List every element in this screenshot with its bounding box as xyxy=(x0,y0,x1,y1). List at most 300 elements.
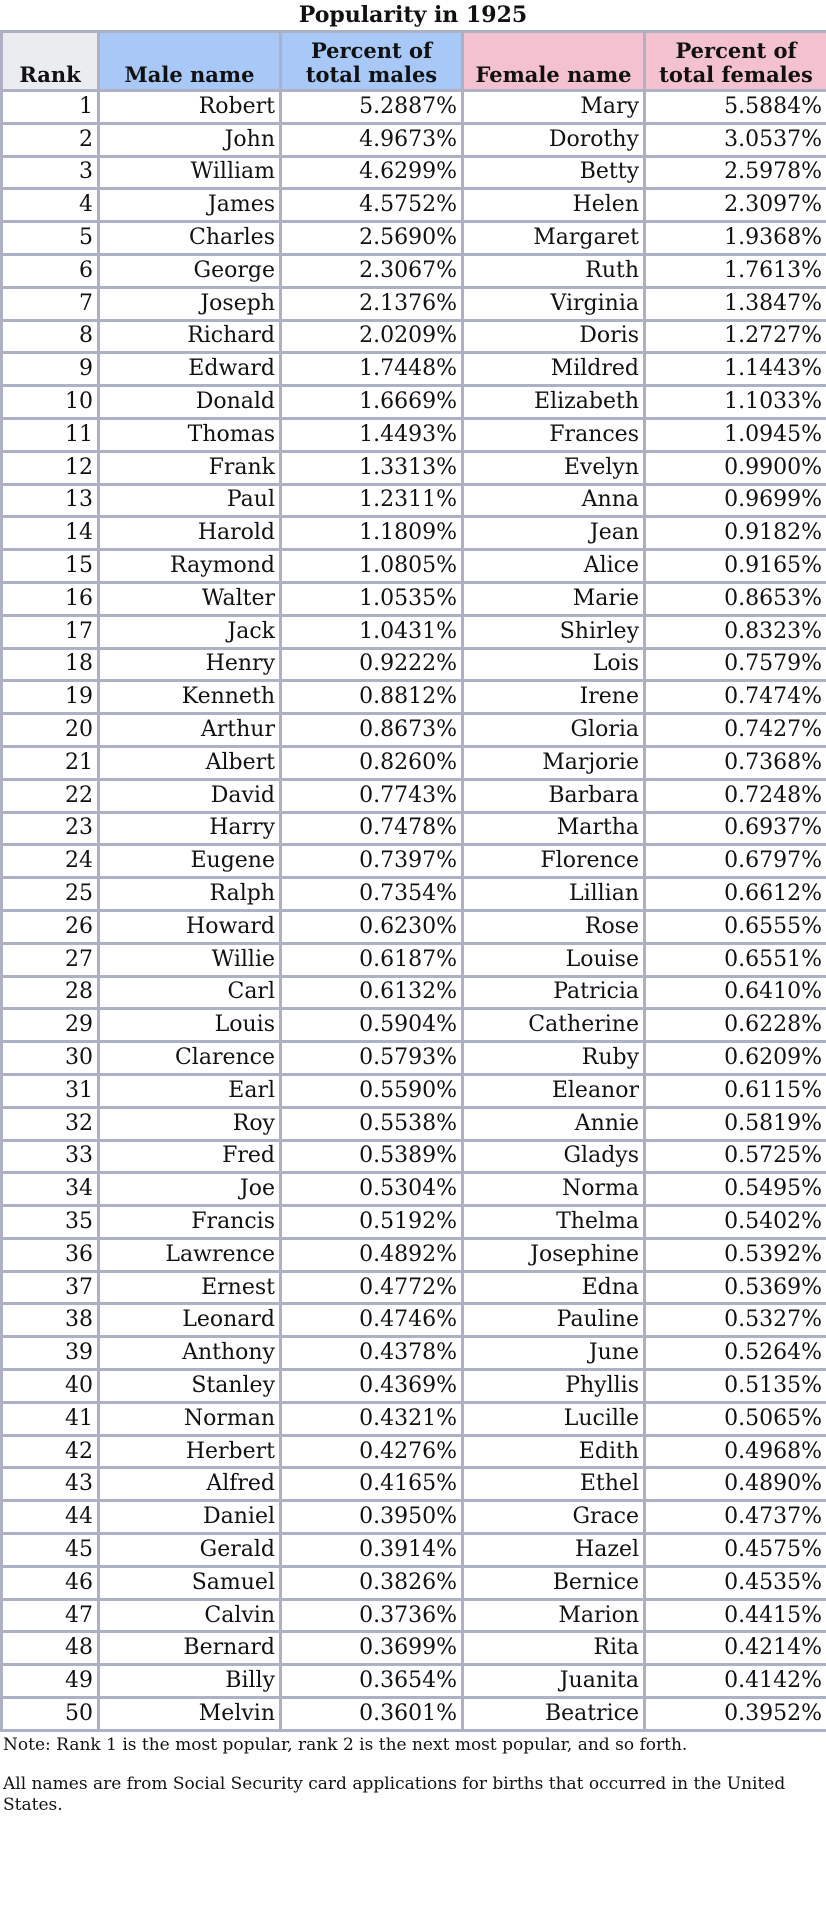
female-percent-header[interactable]: Percent of total females xyxy=(645,32,826,91)
rank-cell: 23 xyxy=(2,812,99,845)
female-percent-cell: 0.8653% xyxy=(645,582,826,615)
female-percent-cell: 0.7474% xyxy=(645,681,826,714)
table-row xyxy=(2,1402,826,1435)
male-name-cell: Melvin xyxy=(99,1698,281,1731)
male-name-cell: Billy xyxy=(99,1665,281,1698)
male-name-cell: Frank xyxy=(99,451,281,484)
female-percent-cell: 0.9900% xyxy=(645,451,826,484)
female-percent-cell: 0.7368% xyxy=(645,746,826,779)
male-name-cell: Samuel xyxy=(99,1566,281,1599)
female-name-cell: Jean xyxy=(463,517,645,550)
female-name-cell: Margaret xyxy=(463,222,645,255)
table-row xyxy=(2,1632,826,1665)
male-name-cell: Arthur xyxy=(99,714,281,747)
male-percent-cell: 0.4892% xyxy=(281,1238,463,1271)
rank-cell: 47 xyxy=(2,1599,99,1632)
female-percent-cell: 0.4737% xyxy=(645,1501,826,1534)
male-percent-cell: 4.6299% xyxy=(281,156,463,189)
female-name-cell: Bernice xyxy=(463,1566,645,1599)
male-percent-cell: 2.1376% xyxy=(281,287,463,320)
rank-cell: 12 xyxy=(2,451,99,484)
rank-cell: 7 xyxy=(2,287,99,320)
male-name-cell: James xyxy=(99,189,281,222)
table-row xyxy=(2,976,826,1009)
rank-cell: 50 xyxy=(2,1698,99,1731)
male-name-cell: Gerald xyxy=(99,1534,281,1567)
male-percent-cell: 4.9673% xyxy=(281,123,463,156)
female-name-cell: Catherine xyxy=(463,1009,645,1042)
female-percent-cell: 1.7613% xyxy=(645,254,826,287)
male-percent-cell: 0.4746% xyxy=(281,1304,463,1337)
male-percent-cell: 0.5304% xyxy=(281,1173,463,1206)
female-name-cell: Lillian xyxy=(463,878,645,911)
female-percent-cell: 0.7248% xyxy=(645,779,826,812)
male-percent-cell: 1.7448% xyxy=(281,353,463,386)
rank-header[interactable]: Rank xyxy=(2,32,99,91)
table-row xyxy=(2,451,826,484)
male-name-cell: Bernard xyxy=(99,1632,281,1665)
male-percent-cell: 0.5389% xyxy=(281,1140,463,1173)
female-name-cell: Annie xyxy=(463,1107,645,1140)
female-percent-cell: 0.5392% xyxy=(645,1238,826,1271)
table-row xyxy=(2,714,826,747)
rank-cell: 25 xyxy=(2,878,99,911)
female-name-cell: Pauline xyxy=(463,1304,645,1337)
rank-cell: 9 xyxy=(2,353,99,386)
table-row xyxy=(2,1337,826,1370)
male-percent-cell: 0.7354% xyxy=(281,878,463,911)
male-name-cell: Richard xyxy=(99,320,281,353)
female-percent-cell: 0.4968% xyxy=(645,1435,826,1468)
male-percent-cell: 1.0805% xyxy=(281,550,463,583)
rank-cell: 36 xyxy=(2,1238,99,1271)
rank-cell: 39 xyxy=(2,1337,99,1370)
female-name-cell: Lois xyxy=(463,648,645,681)
rank-cell: 49 xyxy=(2,1665,99,1698)
male-percent-cell: 1.2311% xyxy=(281,484,463,517)
male-percent-cell: 0.3826% xyxy=(281,1566,463,1599)
female-name-cell: Alice xyxy=(463,550,645,583)
male-name-cell: Ernest xyxy=(99,1271,281,1304)
table-row xyxy=(2,1501,826,1534)
male-percent-cell: 0.4369% xyxy=(281,1370,463,1403)
rank-cell: 20 xyxy=(2,714,99,747)
rank-cell: 5 xyxy=(2,222,99,255)
male-name-cell: Harry xyxy=(99,812,281,845)
table-row xyxy=(2,1173,826,1206)
rank-cell: 19 xyxy=(2,681,99,714)
male-percent-cell: 0.4772% xyxy=(281,1271,463,1304)
table-row xyxy=(2,1140,826,1173)
female-name-cell: Florence xyxy=(463,845,645,878)
female-percent-cell: 1.2727% xyxy=(645,320,826,353)
female-name-cell: Edna xyxy=(463,1271,645,1304)
male-name-cell: Louis xyxy=(99,1009,281,1042)
rank-cell: 17 xyxy=(2,615,99,648)
rank-cell: 6 xyxy=(2,254,99,287)
male-percent-cell: 0.7478% xyxy=(281,812,463,845)
table-row xyxy=(2,484,826,517)
male-name-cell: Herbert xyxy=(99,1435,281,1468)
female-percent-cell: 0.7427% xyxy=(645,714,826,747)
table-row xyxy=(2,943,826,976)
rank-cell: 2 xyxy=(2,123,99,156)
table-row xyxy=(2,582,826,615)
rank-cell: 40 xyxy=(2,1370,99,1403)
male-percent-cell: 1.3313% xyxy=(281,451,463,484)
male-percent-cell: 0.3736% xyxy=(281,1599,463,1632)
female-percent-cell: 0.5264% xyxy=(645,1337,826,1370)
male-percent-cell: 0.7397% xyxy=(281,845,463,878)
table-row xyxy=(2,254,826,287)
rank-cell: 18 xyxy=(2,648,99,681)
rank-cell: 4 xyxy=(2,189,99,222)
male-percent-cell: 0.3950% xyxy=(281,1501,463,1534)
female-percent-cell: 0.8323% xyxy=(645,615,826,648)
table-row xyxy=(2,1599,826,1632)
female-percent-cell: 0.6937% xyxy=(645,812,826,845)
female-name-cell: Josephine xyxy=(463,1238,645,1271)
table-row xyxy=(2,1206,826,1239)
male-name-cell: Daniel xyxy=(99,1501,281,1534)
male-name-cell: Albert xyxy=(99,746,281,779)
names-table xyxy=(0,30,826,1732)
female-name-cell: Dorothy xyxy=(463,123,645,156)
male-percent-cell: 0.5590% xyxy=(281,1074,463,1107)
table-row xyxy=(2,1074,826,1107)
male-name-cell: Earl xyxy=(99,1074,281,1107)
table-row xyxy=(2,812,826,845)
female-percent-cell: 0.5369% xyxy=(645,1271,826,1304)
male-percent-cell: 0.8812% xyxy=(281,681,463,714)
rank-cell: 16 xyxy=(2,582,99,615)
male-percent-cell: 2.0209% xyxy=(281,320,463,353)
rank-cell: 3 xyxy=(2,156,99,189)
male-name-cell: Robert xyxy=(99,91,281,124)
female-name-cell: Mary xyxy=(463,91,645,124)
male-percent-cell: 0.3601% xyxy=(281,1698,463,1731)
male-name-cell: Kenneth xyxy=(99,681,281,714)
male-percent-cell: 5.2887% xyxy=(281,91,463,124)
rank-cell: 48 xyxy=(2,1632,99,1665)
rank-cell: 46 xyxy=(2,1566,99,1599)
table-row xyxy=(2,1534,826,1567)
male-percent-cell: 0.7743% xyxy=(281,779,463,812)
female-name-cell: Elizabeth xyxy=(463,386,645,419)
table-body xyxy=(2,91,826,1731)
male-percent-cell: 0.3654% xyxy=(281,1665,463,1698)
female-name-cell: Eleanor xyxy=(463,1074,645,1107)
rank-cell: 11 xyxy=(2,418,99,451)
female-name-cell: Doris xyxy=(463,320,645,353)
male-name-cell: Stanley xyxy=(99,1370,281,1403)
female-name-cell: Gloria xyxy=(463,714,645,747)
female-name-cell: Martha xyxy=(463,812,645,845)
female-name-cell: Grace xyxy=(463,1501,645,1534)
male-name-cell: Charles xyxy=(99,222,281,255)
table-row xyxy=(2,681,826,714)
male-percent-cell: 1.0535% xyxy=(281,582,463,615)
female-name-cell: Patricia xyxy=(463,976,645,1009)
female-percent-cell: 0.6551% xyxy=(645,943,826,976)
female-name-cell: Betty xyxy=(463,156,645,189)
rank-cell: 35 xyxy=(2,1206,99,1239)
male-percent-cell: 0.9222% xyxy=(281,648,463,681)
table-row xyxy=(2,1435,826,1468)
male-name-cell: Paul xyxy=(99,484,281,517)
source-note: All names are from Social Security card applications for births that occurred in the United States. xyxy=(3,1773,786,1815)
male-name-cell: David xyxy=(99,779,281,812)
female-name-cell: Marjorie xyxy=(463,746,645,779)
male-name-cell: Clarence xyxy=(99,1042,281,1075)
female-name-cell: Rita xyxy=(463,1632,645,1665)
male-percent-cell: 0.5192% xyxy=(281,1206,463,1239)
female-name-cell: Ruth xyxy=(463,254,645,287)
table-row xyxy=(2,189,826,222)
female-percent-cell: 0.4142% xyxy=(645,1665,826,1698)
female-percent-cell: 2.5978% xyxy=(645,156,826,189)
table-row xyxy=(2,1566,826,1599)
female-name-cell: Phyllis xyxy=(463,1370,645,1403)
male-percent-cell: 4.5752% xyxy=(281,189,463,222)
rank-cell: 32 xyxy=(2,1107,99,1140)
rank-cell: 43 xyxy=(2,1468,99,1501)
male-percent-cell: 0.3699% xyxy=(281,1632,463,1665)
male-percent-cell: 1.4493% xyxy=(281,418,463,451)
male-name-cell: William xyxy=(99,156,281,189)
male-percent-cell: 0.8673% xyxy=(281,714,463,747)
male-percent-cell: 0.3914% xyxy=(281,1534,463,1567)
female-name-cell: Ruby xyxy=(463,1042,645,1075)
male-percent-cell: 0.5793% xyxy=(281,1042,463,1075)
male-name-cell: Anthony xyxy=(99,1337,281,1370)
female-percent-cell: 0.5819% xyxy=(645,1107,826,1140)
male-name-cell: Fred xyxy=(99,1140,281,1173)
male-percent-cell: 0.6132% xyxy=(281,976,463,1009)
male-percent-header[interactable]: Percent of total males xyxy=(281,32,463,91)
table-row xyxy=(2,1271,826,1304)
female-percent-cell: 0.4535% xyxy=(645,1566,826,1599)
table-row xyxy=(2,287,826,320)
male-name-cell: John xyxy=(99,123,281,156)
male-name-cell: Roy xyxy=(99,1107,281,1140)
male-name-cell: George xyxy=(99,254,281,287)
table-row xyxy=(2,845,826,878)
female-percent-cell: 1.1443% xyxy=(645,353,826,386)
female-percent-cell: 2.3097% xyxy=(645,189,826,222)
female-percent-cell: 0.7579% xyxy=(645,648,826,681)
table-row xyxy=(2,550,826,583)
male-percent-cell: 1.6669% xyxy=(281,386,463,419)
male-name-cell: Jack xyxy=(99,615,281,648)
female-name-cell: Marion xyxy=(463,1599,645,1632)
female-percent-cell: 1.0945% xyxy=(645,418,826,451)
table-row xyxy=(2,1042,826,1075)
male-percent-cell: 1.0431% xyxy=(281,615,463,648)
male-name-cell: Eugene xyxy=(99,845,281,878)
rank-cell: 33 xyxy=(2,1140,99,1173)
female-percent-cell: 0.6555% xyxy=(645,910,826,943)
table-caption: Popularity in 1925 xyxy=(298,2,528,28)
male-name-cell: Harold xyxy=(99,517,281,550)
table-row xyxy=(2,123,826,156)
male-name-cell: Alfred xyxy=(99,1468,281,1501)
table-row xyxy=(2,648,826,681)
table-row xyxy=(2,1009,826,1042)
table-row xyxy=(2,386,826,419)
female-percent-cell: 0.5135% xyxy=(645,1370,826,1403)
female-percent-cell: 0.4575% xyxy=(645,1534,826,1567)
table-row xyxy=(2,746,826,779)
table-row xyxy=(2,91,826,124)
female-name-header[interactable]: Female name xyxy=(463,32,645,91)
rank-note: Note: Rank 1 is the most popular, rank 2 is the next most popular, and so forth. xyxy=(3,1734,688,1755)
table-row xyxy=(2,1107,826,1140)
male-percent-cell: 0.4276% xyxy=(281,1435,463,1468)
female-percent-cell: 3.0537% xyxy=(645,123,826,156)
male-name-cell: Norman xyxy=(99,1402,281,1435)
female-percent-cell: 0.6612% xyxy=(645,878,826,911)
female-percent-cell: 0.9165% xyxy=(645,550,826,583)
female-percent-cell: 0.5327% xyxy=(645,1304,826,1337)
table-row xyxy=(2,615,826,648)
table-row xyxy=(2,1468,826,1501)
rank-cell: 15 xyxy=(2,550,99,583)
table-row xyxy=(2,779,826,812)
male-percent-cell: 2.5690% xyxy=(281,222,463,255)
male-percent-cell: 0.8260% xyxy=(281,746,463,779)
female-percent-cell: 0.6228% xyxy=(645,1009,826,1042)
female-percent-cell: 5.5884% xyxy=(645,91,826,124)
female-name-cell: Shirley xyxy=(463,615,645,648)
male-name-header[interactable]: Male name xyxy=(99,32,281,91)
female-name-cell: Barbara xyxy=(463,779,645,812)
rank-cell: 41 xyxy=(2,1402,99,1435)
female-name-cell: Juanita xyxy=(463,1665,645,1698)
female-percent-cell: 0.4415% xyxy=(645,1599,826,1632)
male-name-cell: Raymond xyxy=(99,550,281,583)
table-row xyxy=(2,353,826,386)
female-percent-cell: 0.5402% xyxy=(645,1206,826,1239)
male-percent-cell: 0.4165% xyxy=(281,1468,463,1501)
female-name-cell: Irene xyxy=(463,681,645,714)
female-name-cell: Gladys xyxy=(463,1140,645,1173)
table-row xyxy=(2,878,826,911)
female-name-cell: June xyxy=(463,1337,645,1370)
table-row xyxy=(2,156,826,189)
table-row xyxy=(2,418,826,451)
table-row xyxy=(2,222,826,255)
female-name-cell: Mildred xyxy=(463,353,645,386)
rank-cell: 42 xyxy=(2,1435,99,1468)
female-percent-cell: 0.9699% xyxy=(645,484,826,517)
male-name-cell: Lawrence xyxy=(99,1238,281,1271)
male-percent-cell: 1.1809% xyxy=(281,517,463,550)
female-name-cell: Thelma xyxy=(463,1206,645,1239)
male-name-cell: Carl xyxy=(99,976,281,1009)
male-percent-cell: 0.6230% xyxy=(281,910,463,943)
female-name-cell: Frances xyxy=(463,418,645,451)
male-name-cell: Francis xyxy=(99,1206,281,1239)
rank-cell: 28 xyxy=(2,976,99,1009)
female-percent-cell: 0.6410% xyxy=(645,976,826,1009)
rank-cell: 27 xyxy=(2,943,99,976)
rank-cell: 29 xyxy=(2,1009,99,1042)
female-name-cell: Norma xyxy=(463,1173,645,1206)
table-row xyxy=(2,517,826,550)
female-percent-cell: 1.3847% xyxy=(645,287,826,320)
female-percent-cell: 0.5725% xyxy=(645,1140,826,1173)
rank-cell: 26 xyxy=(2,910,99,943)
female-name-cell: Virginia xyxy=(463,287,645,320)
header-row xyxy=(2,32,826,91)
rank-cell: 37 xyxy=(2,1271,99,1304)
rank-cell: 13 xyxy=(2,484,99,517)
rank-cell: 38 xyxy=(2,1304,99,1337)
rank-cell: 1 xyxy=(2,91,99,124)
female-percent-cell: 0.6115% xyxy=(645,1074,826,1107)
male-name-cell: Joe xyxy=(99,1173,281,1206)
male-name-cell: Walter xyxy=(99,582,281,615)
male-name-cell: Leonard xyxy=(99,1304,281,1337)
male-name-cell: Edward xyxy=(99,353,281,386)
rank-cell: 14 xyxy=(2,517,99,550)
female-percent-cell: 0.5495% xyxy=(645,1173,826,1206)
female-percent-cell: 0.9182% xyxy=(645,517,826,550)
female-name-cell: Ethel xyxy=(463,1468,645,1501)
male-name-cell: Ralph xyxy=(99,878,281,911)
female-percent-cell: 0.5065% xyxy=(645,1402,826,1435)
female-name-cell: Hazel xyxy=(463,1534,645,1567)
rank-cell: 31 xyxy=(2,1074,99,1107)
female-name-cell: Louise xyxy=(463,943,645,976)
male-percent-cell: 0.5904% xyxy=(281,1009,463,1042)
table-row xyxy=(2,1370,826,1403)
male-name-cell: Thomas xyxy=(99,418,281,451)
female-percent-cell: 0.6797% xyxy=(645,845,826,878)
female-percent-cell: 0.4214% xyxy=(645,1632,826,1665)
rank-cell: 21 xyxy=(2,746,99,779)
female-name-cell: Helen xyxy=(463,189,645,222)
male-name-cell: Willie xyxy=(99,943,281,976)
male-name-cell: Howard xyxy=(99,910,281,943)
female-percent-cell: 0.3952% xyxy=(645,1698,826,1731)
female-name-cell: Beatrice xyxy=(463,1698,645,1731)
female-name-cell: Evelyn xyxy=(463,451,645,484)
rank-cell: 44 xyxy=(2,1501,99,1534)
male-percent-cell: 0.4321% xyxy=(281,1402,463,1435)
table-row xyxy=(2,1698,826,1731)
female-name-cell: Edith xyxy=(463,1435,645,1468)
female-name-cell: Lucille xyxy=(463,1402,645,1435)
table-row xyxy=(2,1238,826,1271)
female-percent-cell: 1.9368% xyxy=(645,222,826,255)
rank-cell: 8 xyxy=(2,320,99,353)
table-row xyxy=(2,320,826,353)
rank-cell: 10 xyxy=(2,386,99,419)
female-percent-cell: 0.6209% xyxy=(645,1042,826,1075)
male-percent-cell: 2.3067% xyxy=(281,254,463,287)
rank-cell: 24 xyxy=(2,845,99,878)
male-name-cell: Henry xyxy=(99,648,281,681)
male-percent-cell: 0.4378% xyxy=(281,1337,463,1370)
rank-cell: 45 xyxy=(2,1534,99,1567)
male-percent-cell: 0.6187% xyxy=(281,943,463,976)
table-row xyxy=(2,1304,826,1337)
male-name-cell: Calvin xyxy=(99,1599,281,1632)
female-name-cell: Marie xyxy=(463,582,645,615)
female-percent-cell: 1.1033% xyxy=(645,386,826,419)
